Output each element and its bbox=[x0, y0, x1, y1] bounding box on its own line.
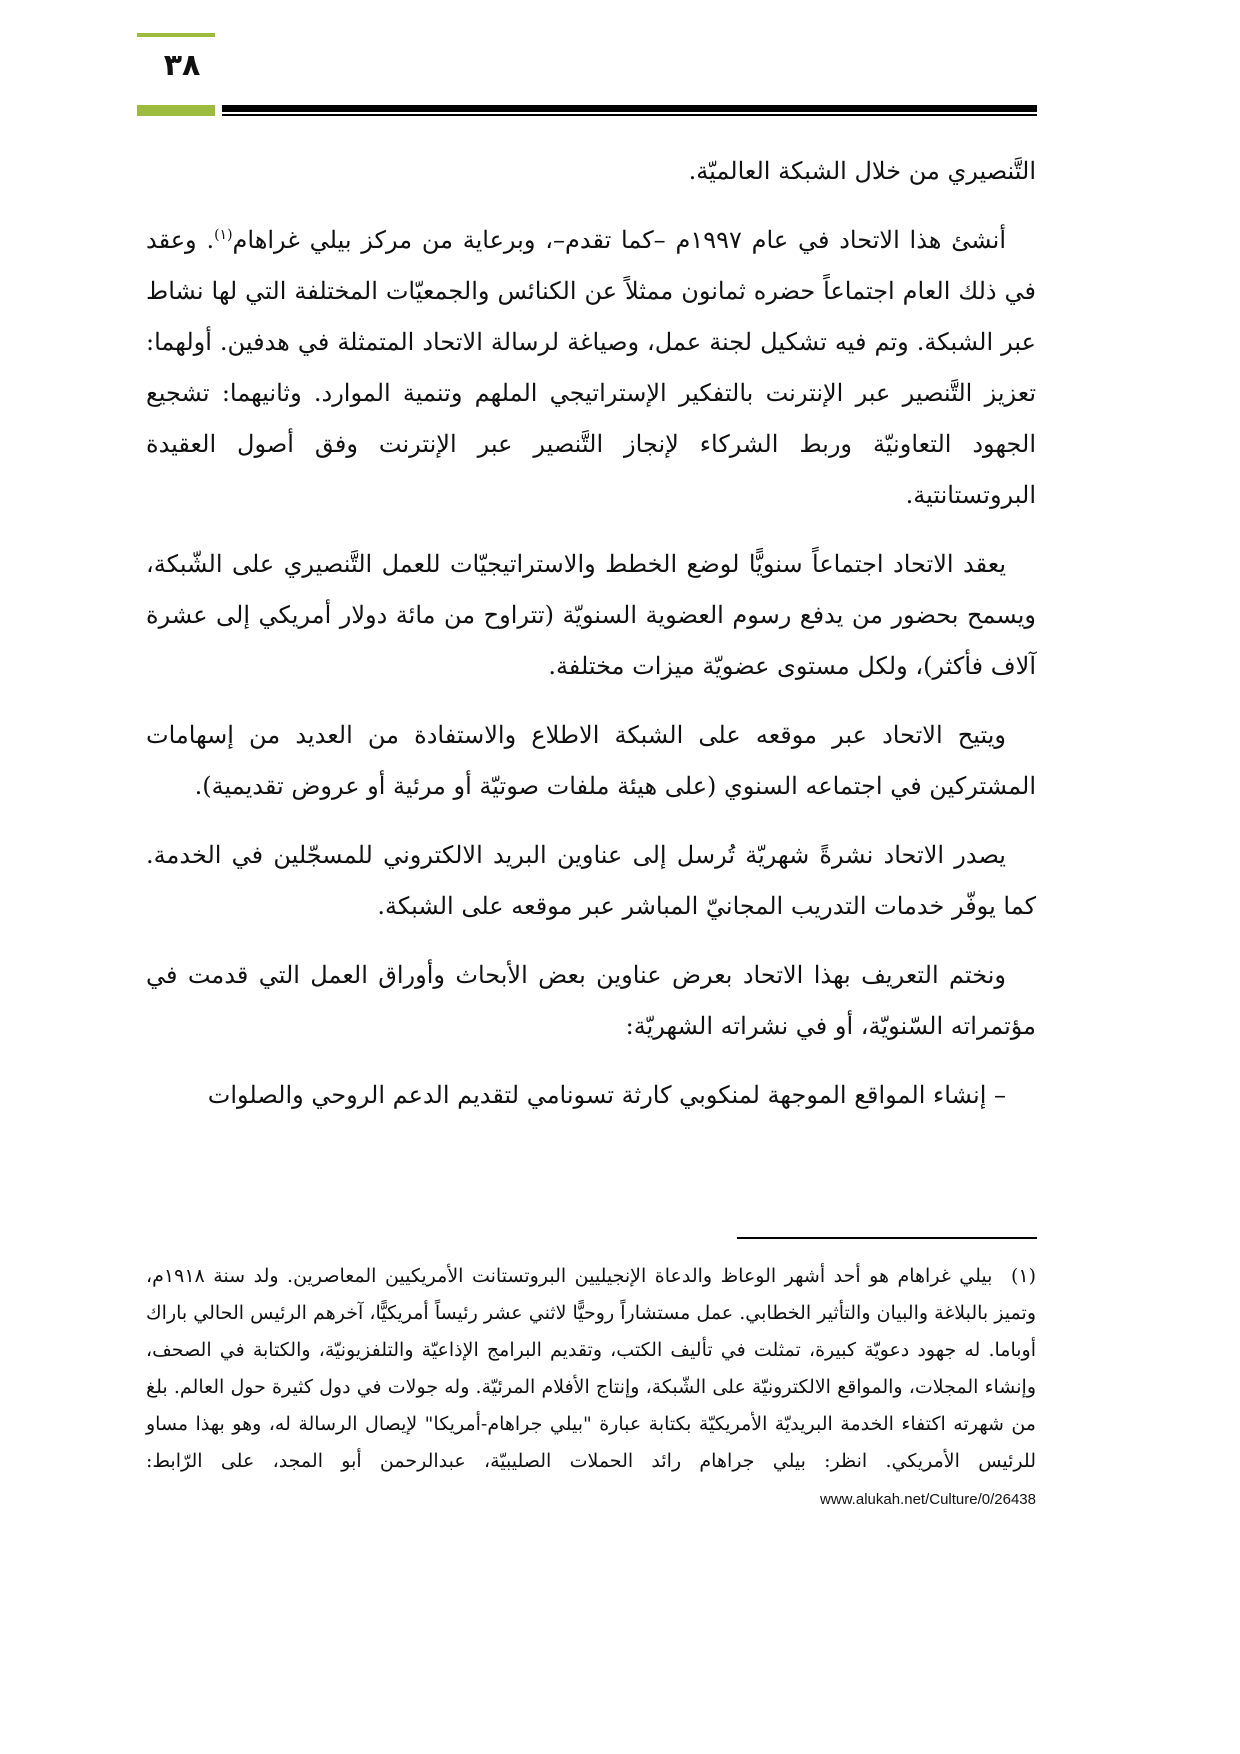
paragraph-2 bbox=[146, 215, 1036, 521]
header-rule-thin bbox=[222, 114, 1037, 116]
paragraph-7: – إنشاء المواقع الموجهة لمنكوبي كارثة تسونامي لتقديم الدعم الروحي والصلوات bbox=[207, 1081, 1006, 1109]
paragraph-6: ونختم التعريف بهذا الاتحاد بعرض عناوين بعض الأبحاث وأوراق العمل التي قدمت في مؤتمراته السّنويّة، أو في نشراته الشهريّة: bbox=[146, 961, 1036, 1040]
footnote-marker: (١) bbox=[1010, 1265, 1036, 1287]
paragraph-3: يعقد الاتحاد اجتماعاً سنويًّا لوضع الخطط والاستراتيجيّات للعمل التَّنصيري على الشّبكة، ويسمح بحضور من يدفع رسوم العضوية السنويّة (تتراوح من مائة دولار أمريكي إلى عشرة آلاف فأكثر)، ولكل مستوى عضويّة ميزات مختلفة. bbox=[146, 550, 1036, 680]
body-text bbox=[146, 146, 1036, 1139]
paragraph-5: يصدر الاتحاد نشرةً شهريّة تُرسل إلى عناوين البريد الالكتروني للمسجّلين في الخدمة. كما يوفّر خدمات التدريب المجانيّ المباشر عبر موقعه على الشبكة. bbox=[146, 841, 1036, 920]
paragraph-2-text: أنشئ هذا الاتحاد في عام ١٩٩٧م –كما تقدم–، وبرعاية من مركز بيلي غراهام bbox=[232, 226, 1007, 254]
footnote-separator bbox=[737, 1237, 1037, 1239]
paragraph-1: التَّنصيري من خلال الشبكة العالميّة. bbox=[688, 157, 1036, 185]
page-number: ٣٨ bbox=[163, 48, 201, 83]
footnote bbox=[146, 1258, 1036, 1518]
header-accent-bar-top bbox=[137, 33, 215, 37]
header-rule-thick bbox=[222, 105, 1037, 112]
header-accent-bar-bottom bbox=[137, 105, 215, 116]
paragraph-2-rest: . وعقد في ذلك العام اجتماعاً حضره ثمانون ممثلاً عن الكنائس والجمعيّات المختلفة التي لها نشاط عبر الشبكة. وتم فيه تشكيل لجنة عمل، وصياغة لرسالة الاتحاد المتمثلة في هدفين. أولهما: تعزيز التَّنصير عبر الإنترنت بالتفكير الإستراتيجي الملهم وتنمية الموارد. وثانيهما: تشجيع الجهود التعاونيّة وربط الشركاء لإنجاز التَّنصير عبر الإنترنت وفق أصول العقيدة البروتستانتية. bbox=[146, 226, 1036, 509]
footnote-reference: (١) bbox=[214, 227, 233, 243]
footnote-text: بيلي غراهام هو أحد أشهر الوعاظ والدعاة الإنجيليين البروتستانت الأمريكيين المعاصرين. ولد سنة ١٩١٨م، وتميز بالبلاغة والبيان والتأثير الخطابي. عمل مستشاراً روحيًّا لاثني عشر رئيساً أمريكيًّا، آخرهم الرئيس الحالي باراك أوباما. له جهود دعويّة كبيرة، تمثلت في تأليف الكتب، وتقديم البرامج الإذاعيّة والتلفزيونيّة، والكتابة في الصحف، وإنشاء المجلات، والمواقع الالكترونيّة على الشّبكة، وإنتاج الأفلام المرئيّة. وله جولات في دول كثيرة حول العالم. بلغ من شهرته اكتفاء الخدمة البريديّة الأمريكيّة بكتابة عبارة "بيلي جراهام-أمريكا" لإيصال الرسالة له، وهو بهذا مساو للرئيس الأمريكي. انظر: بيلي جراهام رائد الحملات الصليبيّة، عبدالرحمن أبو المجد، على الرّابط: bbox=[146, 1265, 1036, 1472]
footnote-link[interactable]: www.alukah.net/Culture/0/26438 bbox=[820, 1491, 1036, 1508]
paragraph-4: ويتيح الاتحاد عبر موقعه على الشبكة الاطلاع والاستفادة من العديد من إسهامات المشتركين في اجتماعه السنوي (على هيئة ملفات صوتيّة أو مرئية أو عروض تقديمية). bbox=[146, 721, 1036, 800]
